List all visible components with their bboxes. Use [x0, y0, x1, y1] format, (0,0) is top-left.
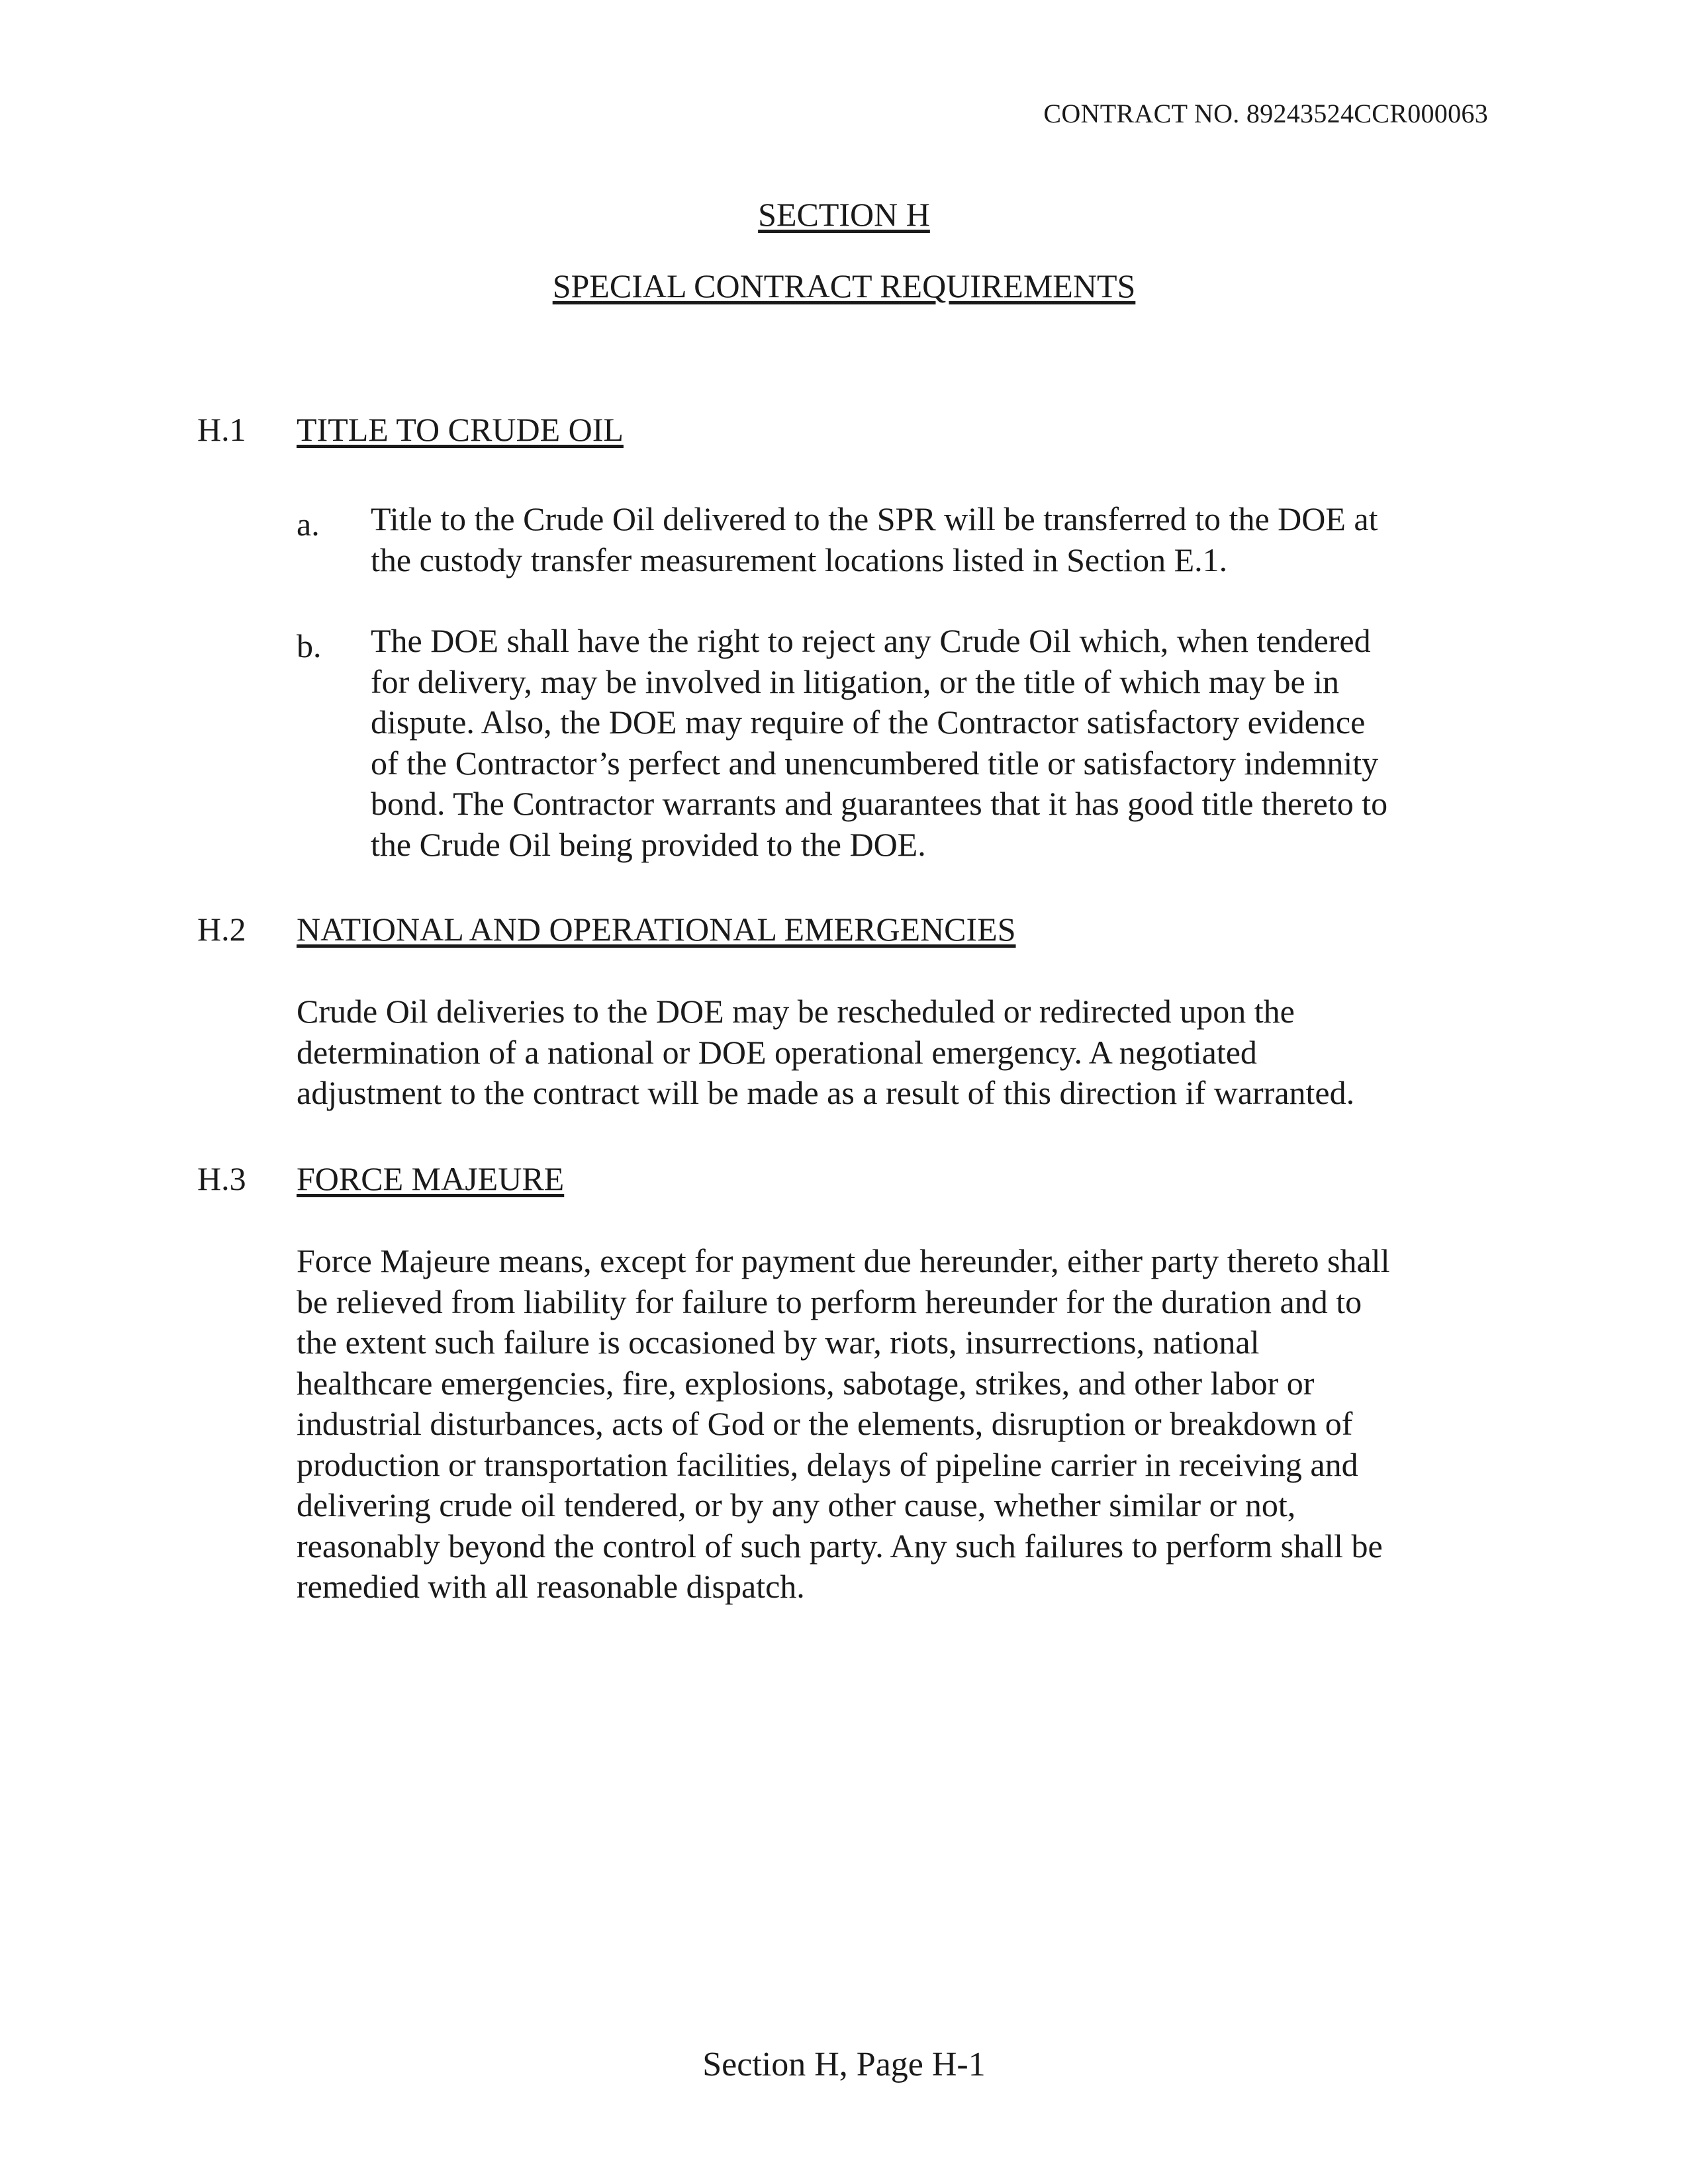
section-paragraph: Crude Oil deliveries to the DOE may be rescheduled or redirected upon the determination of a national or DOE operational emergency. A negotiated adjustment to the contract will be made as a result of this direction if warranted.	[297, 993, 1355, 1111]
section-number: H.3	[197, 1160, 246, 1197]
section-paragraph: Force Majeure means, except for payment due hereunder, either party thereto shall be relieved from liability for failure to perform hereunder for the duration and to the extent such failure is occasioned by war, riots, insurrections, national healthcare emergencies, fire, explosions, sabotage, strikes, and other labor or industrial disturbances, acts of God or the elements, disruption or breakdown of production or transportation facilities, delays of pipeline carrier in receiving and delivering crude oil tendered, or by any other cause, whether similar or not, reasonably beyond the control of such party. Any such failures to perform shall be remedied with all reasonable dispatch.	[297, 1242, 1390, 1605]
contract-number: CONTRACT NO. 89243524CCR000063	[1043, 99, 1488, 128]
list-item-text: The DOE shall have the right to reject any Crude Oil which, when tendered for delivery, may be involved in litigation, or the title of which may be in dispute. Also, the DOE may require of the Contractor satisfactory evidence of the Contractor’s perfect and unencumbered title or satisfactory indemnity bond. The Contractor warrants and guarantees that it has good title thereto to the Crude Oil being provided to the DOE.	[371, 622, 1388, 863]
list-item-letter: b.	[297, 627, 322, 664]
list-item-text: Title to the Crude Oil delivered to the SPR will be transferred to the DOE at the custody transfer measurement locations listed in Section E.1.	[371, 500, 1378, 578]
section-title: FORCE MAJEURE	[297, 1160, 565, 1197]
section-title: NATIONAL AND OPERATIONAL EMERGENCIES	[297, 911, 1016, 948]
list-item-letter: a.	[297, 506, 320, 543]
section-title: TITLE TO CRUDE OIL	[297, 411, 624, 448]
section-number: H.2	[197, 911, 246, 948]
section-number: H.1	[197, 411, 246, 448]
document-title: SPECIAL CONTRACT REQUIREMENTS	[552, 267, 1136, 304]
page-footer: Section H, Page H-1	[702, 2046, 986, 2083]
section-heading: SECTION H	[758, 196, 930, 233]
